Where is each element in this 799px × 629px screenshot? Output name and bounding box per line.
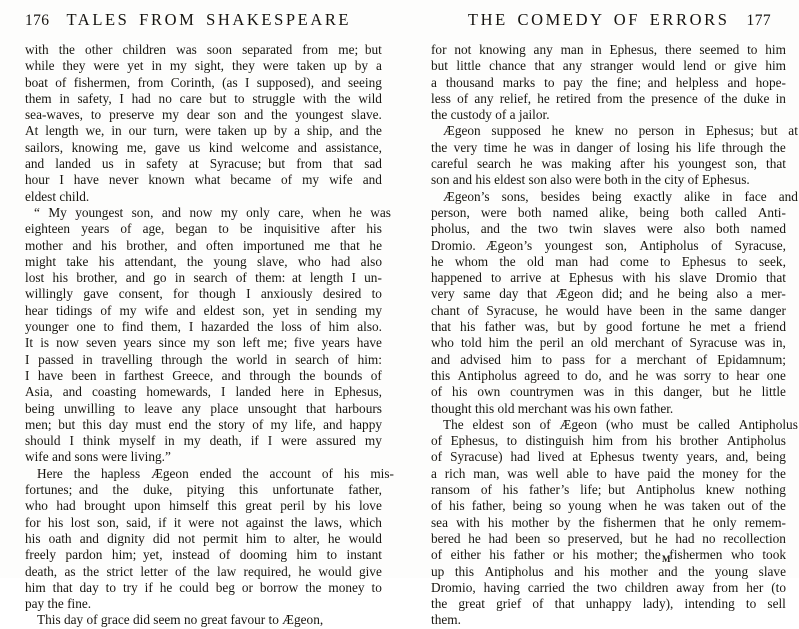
text-line: I have been in farthest Greece, and through the bounds of [25, 367, 382, 383]
paragraph [431, 416, 798, 629]
text-line: them. [431, 612, 461, 628]
text-line: careful search he was making after his youngest son, that [431, 156, 786, 172]
text-line: he whom the old man had come to Ephesus to seek, [431, 253, 786, 269]
text-line: The eldest son of Ægeon (who must be called Antipholus [443, 416, 798, 432]
running-head-recto [468, 10, 771, 34]
text-line: lost his brother, and go in search of them: at length I un- [25, 270, 382, 286]
folio-recto: 177 [746, 12, 771, 29]
text-line: hour I have never known what became of my wife and [25, 172, 382, 188]
text-line: hear tidings of my wife and eldest son, yet in sending my [25, 302, 382, 318]
text-line: them in safety, I had no care but to struggle with the wild [25, 90, 382, 106]
text-line: pay the fine. [25, 596, 92, 612]
text-line: less of any relief, he retired from the presence of the duke in [431, 90, 786, 106]
text-line: bered he had been so preserved, but he had no recollection [431, 530, 786, 546]
text-line: the custody of a jailor. [431, 107, 550, 123]
text-line: boat of fishermen, from Corinth, (as I supposed), and seeing [25, 74, 382, 90]
text-line: freely pardon him; yet, instead of dooming him to instant [25, 547, 382, 563]
text-line: willingly gave consent, for though I anxiously desired to [25, 286, 382, 302]
text-line: sea-waves, to preserve my dear son and the youngest slave. [25, 107, 382, 123]
text-line: of either his father or his mother; the fishermen who took [431, 547, 786, 563]
paragraph [25, 42, 382, 205]
text-line: It is now seven years since my son left me; five years have [25, 335, 382, 351]
text-line: a rich man, was well able to have paid the money for the [431, 465, 786, 481]
text-line: eldest child. [25, 188, 90, 204]
paragraph [25, 204, 391, 466]
text-line: chant of Syracuse, he would have been in the same danger [431, 302, 786, 318]
folio-verso: 176 [25, 12, 50, 29]
running-head-verso [25, 10, 351, 34]
text-line: of his own countrymen was in this danger, but he little [431, 384, 786, 400]
text-line: ransom of his father’s life; but Antipholus knew nothing [431, 482, 786, 498]
text-line: pholus, and the two twin slaves were also both named [431, 221, 786, 237]
text-line: this Antipholus agreed to do, and he was sorry to hear one [431, 367, 786, 383]
text-line: and advised him to pass for a merchant of Epidamnum; [431, 351, 786, 367]
text-line: but little chance that any stranger would lend or give him [431, 58, 786, 74]
text-line: with the other children was soon separated from me; but [25, 42, 382, 57]
text-line: up this Antipholus and his mother and the young slave [431, 563, 786, 579]
text-line: of Syracuse) had lived at Ephesus twenty years, and, being [431, 449, 786, 465]
text-column-right [431, 42, 798, 629]
text-line: mother and his brother, and often importuned me that he [25, 237, 382, 253]
signature-mark: M [662, 554, 671, 564]
text-line: Asia, and coasting homewards, I landed here in Ephesus, [25, 384, 382, 400]
text-column-left [25, 42, 394, 629]
text-line: the great grief of that unhappy lady), intending to sell [431, 596, 786, 612]
text-line: for not knowing any man in Ephesus, there seemed to him [431, 42, 786, 57]
text-line: while they were yet in my sight, they were taken up by a [25, 58, 382, 74]
text-line: This day of grace did seem no great favour to Ægeon, [37, 612, 324, 628]
text-line: fortunes; and the duke, pitying this unfortunate father, [25, 482, 382, 498]
text-line: “ My youngest son, and now my only care, when he was [34, 204, 391, 220]
paragraph [431, 188, 798, 417]
book-title: TALES FROM SHAKESPEARE [66, 10, 352, 29]
text-line: eighteen years of age, began to be inquisitive after his [25, 221, 382, 237]
text-line: sea with his mother by the fishermen that he only remem- [431, 514, 786, 530]
text-line: him that day to try if he could beg or borrow the money to [25, 579, 382, 595]
text-line: of Ephesus, to distinguish him from his brother Antipholus [431, 433, 786, 449]
text-line: should I think myself in my death, if I were assured my [25, 433, 382, 449]
text-line: Dromio, having carried the two children away from her (to [431, 579, 786, 595]
text-line: Here the hapless Ægeon ended the account of his mis- [37, 465, 394, 481]
paragraph [431, 123, 798, 188]
text-line: who had brought upon himself this great peril by his love [25, 498, 382, 514]
story-title: THE COMEDY OF ERRORS [467, 10, 730, 29]
text-line: might take his attendant, the young slave, who had also [25, 253, 382, 269]
text-line: I passed in travelling through the world in search of him: [25, 351, 382, 367]
text-line: Ægeon’s sons, besides being exactly alike in face and [443, 188, 798, 204]
text-line: Dromio. Ægeon’s youngest son, Antipholus of Syracuse, [431, 237, 786, 253]
text-line: sailors, knowing me, gave us kind welcome and assistance, [25, 139, 382, 155]
text-line: that his father was, but by good fortune he met a friend [431, 319, 786, 335]
text-line: his oath and dignity did not permit him to alter, he would [25, 530, 382, 546]
text-line: of his father, being so young when he was taken out of the [431, 498, 786, 514]
text-line: At length we, in our turn, were taken up by a ship, and the [25, 123, 382, 139]
text-line: younger one to find them, I hazarded the loss of him also. [25, 319, 382, 335]
text-line: Ægeon supposed he knew no person in Ephesus; but at [443, 123, 798, 139]
text-line: wife and sons were living.” [25, 449, 171, 465]
text-line: happened to arrive at Ephesus with his slave Dromio that [431, 270, 786, 286]
text-line: very same day that Ægeon did; and he being also a mer- [431, 286, 786, 302]
paragraph [25, 612, 382, 628]
text-line: the very time he was in danger of losing his life through the [431, 139, 786, 155]
text-line: person, were both named alike, being both called Anti- [431, 204, 786, 220]
text-line: death, as the strict letter of the law required, he would give [25, 563, 382, 579]
text-line: who told him the peril an old merchant of Syracuse was in, [431, 335, 786, 351]
text-line: son and his eldest son also were both in the city of Ephesus. [431, 172, 750, 188]
paragraph [25, 465, 394, 613]
text-line: a thousand marks to pay the fine; and helpless and hope- [431, 74, 786, 90]
paragraph [431, 42, 786, 123]
text-line: men; but this day must end the story of my life, and happy [25, 416, 382, 432]
text-line: and landed us in safety at Syracuse; but from that sad [25, 156, 382, 172]
text-line: thought this old merchant was his own father. [431, 400, 674, 416]
text-line: for his lost son, said, if it were not against the laws, which [25, 514, 382, 530]
text-line: being unwilling to leave any place unsought that harbours [25, 400, 382, 416]
